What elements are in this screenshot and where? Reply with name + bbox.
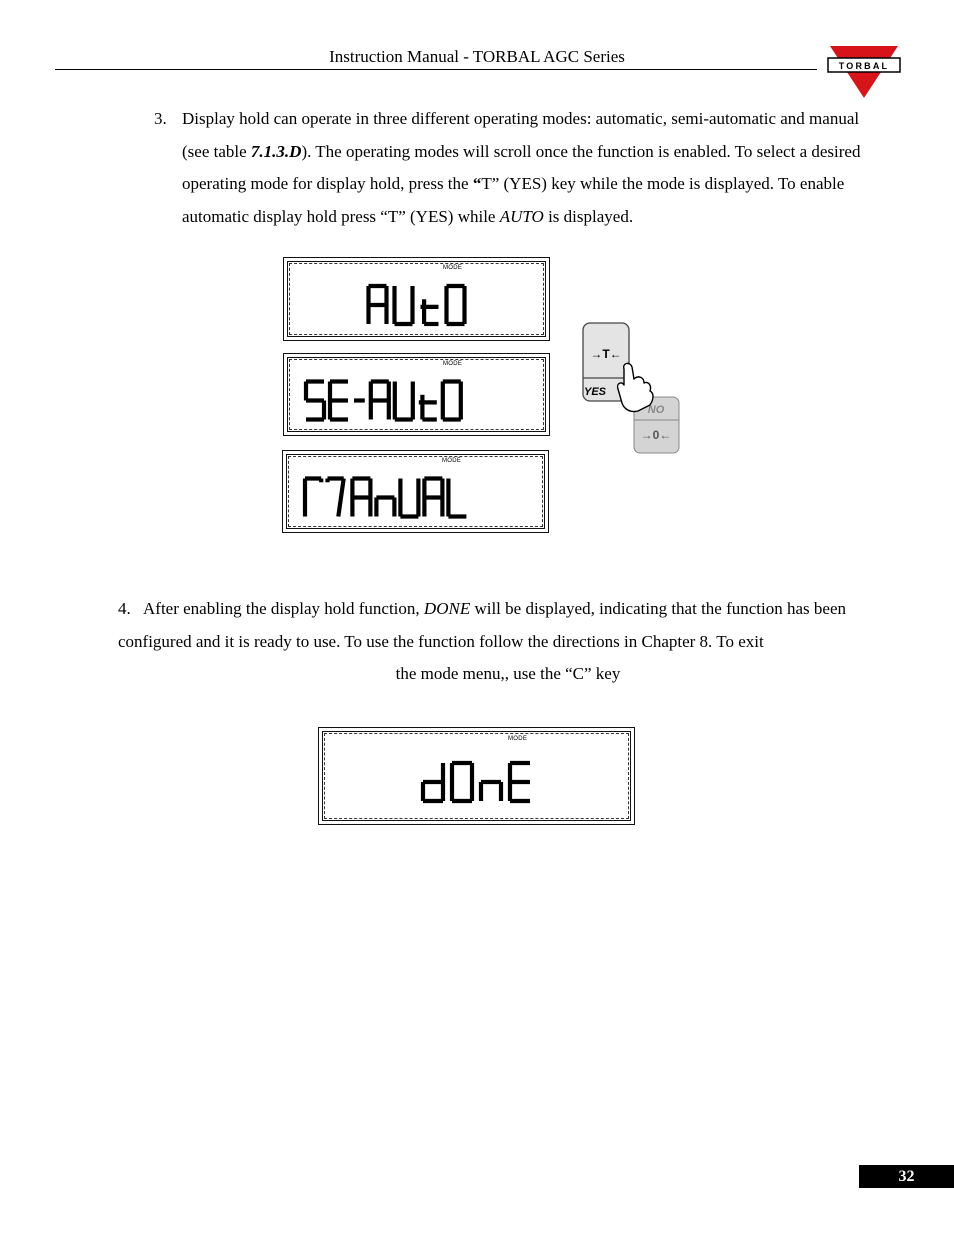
step-4-paragraph xyxy=(118,593,898,691)
step-3-text xyxy=(182,109,860,226)
torbal-logo xyxy=(826,44,902,100)
zero-key-label: →0← xyxy=(640,428,672,442)
step-3-paragraph xyxy=(154,103,882,233)
lcd-mode-label: MODE xyxy=(508,736,528,742)
step-4-segment: DONE xyxy=(423,599,471,618)
step-3-segment: ). The operating modes will scroll once the function is enabled. To select a desired operating mode for display hold, press the xyxy=(182,141,861,193)
header-title: Instruction Manual - TORBAL AGC Series xyxy=(329,47,625,66)
lcd-display-done xyxy=(318,727,635,825)
lcd-display-manual xyxy=(282,450,549,533)
step-3-segment: AUTO xyxy=(499,206,544,226)
lcd-segment-text xyxy=(284,354,549,435)
step-3-number: 3. xyxy=(154,109,167,128)
page-number: 32 xyxy=(859,1165,954,1188)
lcd-segment-text xyxy=(284,258,549,340)
yes-key-label: YES xyxy=(583,386,607,398)
step-4-segment: After enabling the display hold function, xyxy=(143,599,424,618)
lcd-display-auto xyxy=(283,257,550,341)
step-3-segment: Display hold can operate in three different operating modes: automatic, semi-automatic and manual (see table xyxy=(182,109,860,161)
step-4-text xyxy=(118,599,846,651)
lcd-segment xyxy=(338,479,343,517)
step-4-main xyxy=(118,593,898,658)
step-3-segment: “ xyxy=(472,174,482,193)
step-4-last-line: the mode menu,, use the “C” key xyxy=(395,664,621,683)
step-4-segment: will be displayed, indicating that the function has been configured and it is ready to use. To use the function follow the directions in Chapter 8. To exit xyxy=(118,599,846,651)
header-rule xyxy=(55,69,817,70)
lcd-mode-label: MODE xyxy=(443,361,463,367)
lcd-mode-label: MODE xyxy=(442,458,462,464)
step-4-number: 4. xyxy=(118,599,131,618)
lcd-segment-text xyxy=(283,451,548,532)
no-key-label: NO xyxy=(647,404,665,416)
step-3-segment: T” (YES) key while the mode is displayed. To enable automatic display hold press “T” (YES) while xyxy=(182,174,845,226)
step-3-segment: 7.1.3.D xyxy=(250,141,302,161)
tare-key-label: →T← xyxy=(590,347,622,361)
lcd-segment-text xyxy=(319,728,634,824)
step-3-segment: is displayed. xyxy=(543,206,634,226)
lcd-mode-label: MODE xyxy=(443,265,463,271)
keypad-illustration xyxy=(578,315,688,465)
lcd-display-semi-auto xyxy=(283,353,550,436)
logo-text: TORBAL xyxy=(838,61,890,71)
